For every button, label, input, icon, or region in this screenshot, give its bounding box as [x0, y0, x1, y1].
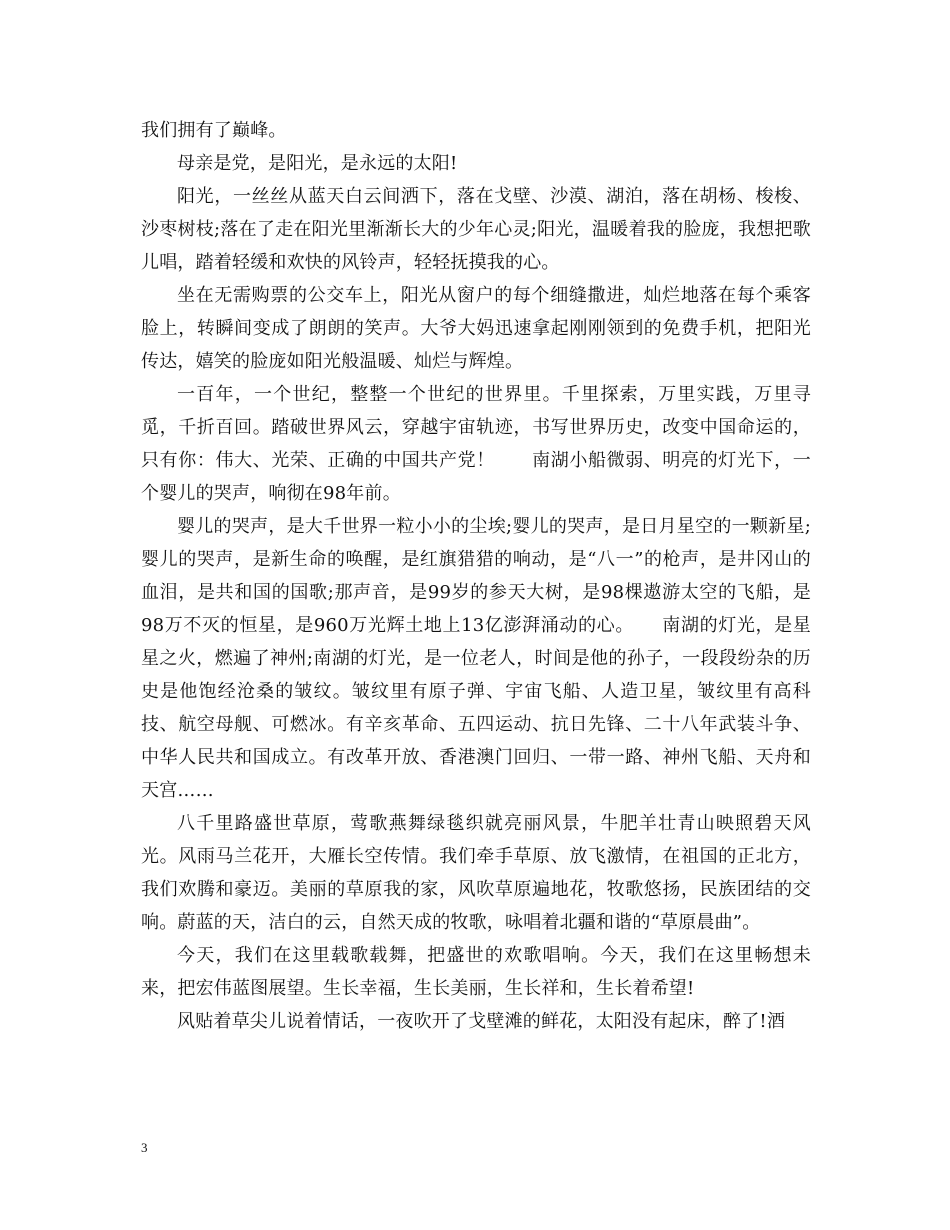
paragraph-9: 风贴着草尖儿说着情话，一夜吹开了戈壁滩的鲜花，太阳没有起床，醉了!酒	[177, 1011, 786, 1032]
paragraph-4: 坐在无需购票的公交车上，阳光从窗户的每个细缝撒进，灿烂地落在每个乘客脸上，转瞬间变成了朗朗的笑声。大爷大妈迅速拿起刚刚领到的免费手机，把阳光传达，嬉笑的脸庞如阳光般温暖、灿烂与辉煌。	[141, 285, 811, 372]
paragraph-3: 阳光，一丝丝从蓝天白云间洒下，落在戈壁、沙漠、湖泊，落在胡杨、梭梭、沙枣树枝;落在了走在阳光里渐渐长大的少年心灵;阳光，温暖着我的脸庞，我想把歌儿唱，踏着轻缓和欢快的风铃声，轻轻抚摸我的心。	[141, 186, 811, 273]
paragraph-1: 我们拥有了巅峰。	[141, 120, 287, 141]
paragraph-2: 母亲是党，是阳光，是永远的太阳!	[177, 153, 458, 174]
paragraph-7: 八千里路盛世草原，莺歌燕舞绿毯织就亮丽风景，牛肥羊壮青山映照碧天风光。风雨马兰花开，大雁长空传情。我们牵手草原、放飞激情，在祖国的正北方，我们欢腾和豪迈。美丽的草原我的家，风吹草原遍地花，牧歌悠扬，民族团结的交响。蔚蓝的天，洁白的云，自然天成的牧歌，咏唱着北疆和谐的“草原晨曲”。	[141, 813, 811, 933]
paragraph-6: 婴儿的哭声，是大千世界一粒小小的尘埃;婴儿的哭声，是日月星空的一颗新星;婴儿的哭声，是新生命的唤醒，是红旗猎猎的响动，是“八一”的枪声，是井冈山的血泪，是共和国的国歌;那声音，是99岁的参天大树，是98棵遨游太空的飞船，是98万不灭的恒星，是960万光辉土地上13亿澎湃涌动的心。 南湖的灯光，是星星之火，燃遍了神州;南湖的灯光，是一位老人，时间是他的孙子，一段段纷杂的历史是他饱经沧桑的皱纹。皱纹里有原子弹、宇宙飞船、人造卫星，皱纹里有高科技、航空母舰、可燃冰。有辛亥革命、五四运动、抗日先锋、二十八年武装斗争、中华人民共和国成立。有改革开放、香港澳门回归、一带一路、神州飞船、天舟和天宫……	[141, 516, 811, 801]
document-body	[141, 114, 811, 1038]
paragraph-5: 一百年，一个世纪，整整一个世纪的世界里。千里探索，万里实践，万里寻觅，千折百回。踏破世界风云，穿越宇宙轨迹，书写世界历史，改变中国命运的，只有你：伟大、光荣、正确的中国共产党！ 南湖小船微弱、明亮的灯光下，一个婴儿的哭声，响彻在98年前。	[141, 384, 811, 504]
page-number: 3	[141, 1140, 148, 1155]
paragraph-8: 今天，我们在这里载歌载舞，把盛世的欢歌唱响。今天，我们在这里畅想未来，把宏伟蓝图展望。生长幸福，生长美丽，生长祥和，生长着希望!	[141, 945, 811, 999]
